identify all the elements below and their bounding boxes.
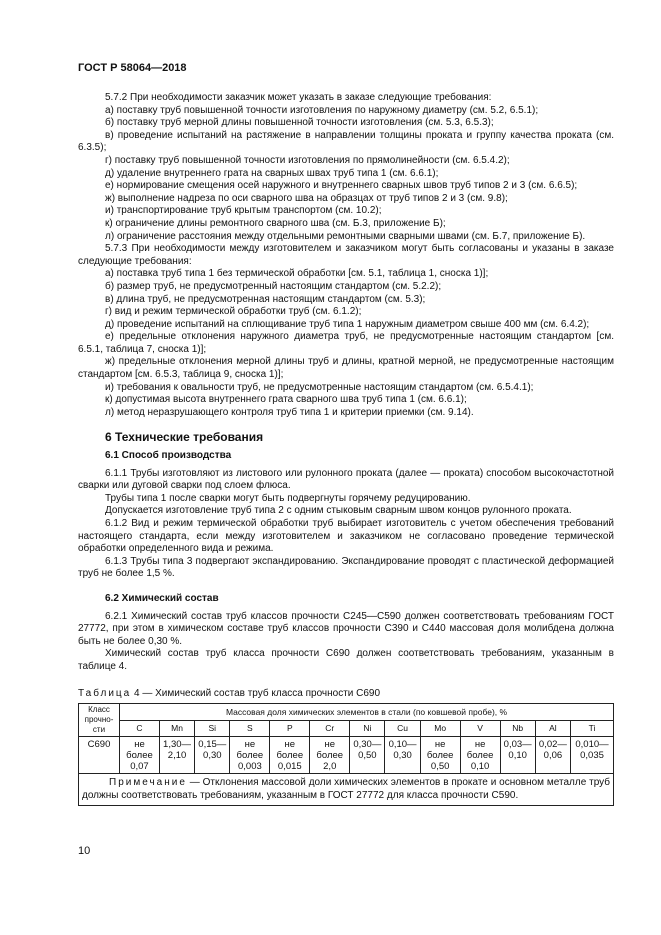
paragraph: 5.7.2 При необходимости заказчик может указать в заказе следующие требования: [105,92,492,103]
list-item: л) метод неразрушающего контроля труб типа 1 и критерии приемки (см. 9.14). [105,406,474,418]
table-cell [195,737,230,774]
note-label: Примечание [109,777,187,789]
element-header-v: V [460,720,500,737]
cell-line: 2,0 [323,761,337,773]
list-item: д) удаление внутреннего грата на сварных швах труб типа 1 (см. 6.6.1); [105,167,439,179]
paragraph: Химический состав труб класса прочности С690 должен соответствовать требованиям, указанным в таблице 4. [78,648,614,672]
table-cell [230,737,270,774]
list-item: л) ограничение расстояния между отдельными ремонтными сварными швами (см. Б.7, приложение Б). [105,230,586,242]
cell-line: 0,50 [358,750,377,762]
cell-line: 0,10— [388,739,417,751]
list-item: и) транспортирование труб крытым транспортом (см. 10.2); [105,205,382,217]
element-header-c: C [120,720,160,737]
list-item: в) проведение испытаний на растяжение в направлении толщины проката и группу качества проката (см. 6.3.5); [78,129,614,154]
list-item: б) размер труб, не предусмотренный настоящим стандартом (см. 5.2.2); [105,280,442,292]
cell-line: 0,06 [543,750,563,762]
table-cell [460,737,500,774]
table-cell [385,737,420,774]
list-item: в) длина труб, не предусмотренная настоящим стандартом (см. 5.3); [105,293,426,305]
element-header-mo: Mo [420,720,460,737]
table-caption-label: Таблица [78,687,132,699]
list-item: е) нормирование смещения осей наружного и внутреннего сварных швов труб типов 2 и 3 (см. 6.6.5); [105,180,578,192]
cell-line: более [426,750,454,762]
cell-line: не [434,739,446,751]
paragraph: Трубы типа 1 после сварки могут быть подвергнуты горячему редуцированию. [105,492,471,504]
cell-line: 0,003 [237,761,262,773]
list-item: а) поставка труб типа 1 без термической обработки [см. 5.1, таблица 1, сноска 1)]; [105,268,489,280]
cell-line: 0,010— [575,739,609,751]
subsection-title: 6.1 Способ производства [105,450,232,462]
table-cell [500,737,535,774]
cell-line: 0,10 [470,761,490,773]
list-item: б) поставку труб мерной длины повышенной точности изготовления (см. 5.3, 6.5.3); [105,117,494,129]
cell-line: 0,50 [430,761,450,773]
paragraph: 5.7.3 При необходимости между изготовителем и заказчиком могут быть согласованы и указаны в заказе следующие требования: [78,243,614,267]
cell-line: более [126,750,153,762]
cell-line: 0,30— [353,739,382,751]
table-cell [350,737,385,774]
element-header-cu: Cu [385,720,420,737]
cell-line: не [134,739,145,751]
element-header-nb: Nb [500,720,535,737]
cell-line: более [276,750,304,762]
table-note [79,774,614,806]
list-item: а) поставку труб повышенной точности изготовления по наружному диаметру (см. 5.2, 6.5.1); [105,104,539,116]
table-cell [571,737,614,774]
cell-line: более [466,750,494,762]
cell-line: 0,015 [277,761,302,773]
cell-line: 2,10 [167,750,187,762]
element-header-al: Al [535,720,570,737]
elements-header-row [79,720,614,737]
cell-line: 0,30 [393,750,412,762]
list-item: к) допустимая высота внутреннего грата сварного шва труб типа 1 (см. 6.6.1); [105,394,467,406]
cell-line: 0,035 [580,750,604,762]
table-cell [120,737,160,774]
cell-line: не [284,739,296,751]
table-header-row [79,704,614,721]
table-cell [420,737,460,774]
list-item: е) предельные отклонения наружного диаметра труб, не предусмотренные настоящим стандартом [см. 6.5.1, таблица 7, сноска 1)]; [78,331,614,355]
table-caption-text: 4 — Химический состав труб класса прочности С690 [134,687,381,699]
paragraph: 6.2.1 Химический состав труб классов прочности С245—С590 должен соответствовать требованиям ГОСТ 27772, при этом в химическом составе труб классов прочности С390 и С440 массовая доля молибдена должна быть не более 0,30 %. [78,610,614,647]
row-class: С690 [79,737,120,774]
table-cell [535,737,570,774]
cell-line: 0,07 [130,761,149,773]
cell-line: 0,10 [508,750,527,762]
list-item: и) требования к овальности труб, не предусмотренные настоящим стандартом (см. 6.5.4.1); [105,381,534,393]
cell-line: 0,15— [198,739,227,751]
table-cell [159,737,194,774]
cell-line: 1,30— [163,739,192,751]
cell-line: 0,30 [203,750,222,762]
document-body [78,92,614,806]
element-header-cr: Cr [310,720,350,737]
list-item: ж) выполнение надреза по оси сварного шва на образцах от труб типов 2 и 3 (см. 9.8); [105,192,508,204]
list-item: д) проведение испытаний на сплющивание труб типа 1 наружным диаметром свыше 400 мм (см. 6.4.2); [105,318,590,330]
list-item: к) ограничение длины ремонтного сварного шва (см. Б.3, приложение Б); [105,217,446,229]
element-header-ni: Ni [350,720,385,737]
table-cell [310,737,350,774]
element-header-p: P [270,720,310,737]
cell-line: не [244,739,256,751]
section-title: 6 Технические требования [105,430,264,445]
paragraph: 6.1.2 Вид и режим термической обработки труб выбирает изготовитель с учетом обеспечения требований настоящего стандарта, если между изготовителем и заказчиком не согласовано проведение термической обработки определенного вида и режима. [78,518,614,555]
chemical-composition-table [78,703,614,806]
list-item: г) вид и режим термической обработки труб (см. 6.1.2); [105,306,362,318]
element-header-mn: Mn [159,720,194,737]
table-caption [78,688,614,701]
table-note-row [79,774,614,806]
cell-line: более [316,750,344,762]
element-header-s: S [230,720,270,737]
paragraph: Допускается изготовление труб типа 2 с одним стыковым сварным швом концов рулонного проката. [105,505,572,517]
list-item: г) поставку труб повышенной точности изготовления по прямолинейности (см. 6.5.4.2); [105,154,510,166]
cell-line: 0,03— [503,739,532,751]
document-header: ГОСТ Р 58064—2018 [78,62,187,74]
table-row [79,737,614,774]
cell-line: 0,02— [538,739,567,751]
list-item: ж) предельные отклонения мерной длины труб и длины, кратной мерной, не предусмотренные настоящим стандартом [см. 6.5.3, таблица 9, сноска 1)]; [78,356,614,381]
element-header-si: Si [195,720,230,737]
paragraph: 6.1.3 Трубы типа 3 подвергают экспандированию. Экспандирование проводят с пластической деформацией труб не более 1,5 %. [78,555,614,580]
table-cell [270,737,310,774]
page-number: 10 [78,845,91,857]
paragraph: 6.1.1 Трубы изготовляют из листового или рулонного проката (далее — проката) способом высокочастотной сварки или дуговой сварки под слоем флюса. [78,467,614,492]
mass-fraction-header: Массовая доля химических элементов в стали (по ковшевой пробе), % [120,704,614,721]
subsection-title: 6.2 Химический состав [105,592,219,604]
cell-line: не [474,739,486,751]
cell-line: более [236,750,264,762]
cell-line: не [324,739,336,751]
note-text: — Отклонения массовой доли химических элементов в прокате и основном металле труб должны соответствовать требованиям, указанным в ГОСТ 27772 для класса прочности С590. [82,777,610,801]
class-header: Класс прочно-сти [79,704,120,737]
element-header-ti: Ti [571,720,614,737]
